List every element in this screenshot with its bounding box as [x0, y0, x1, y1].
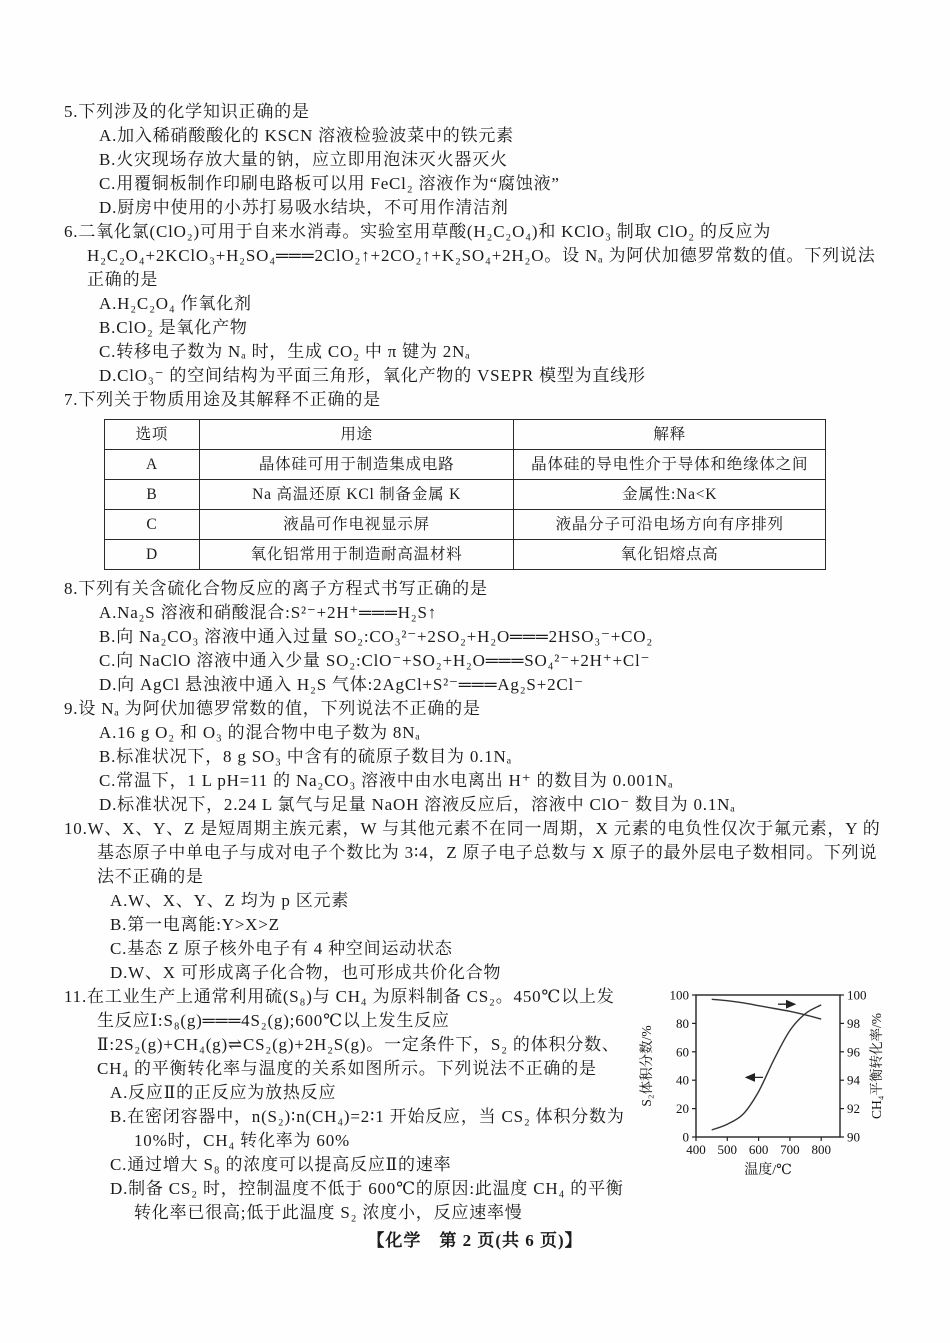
svg-text:20: 20 [676, 1101, 689, 1117]
question-11-option-a: A.反应Ⅱ的正反应为放热反应 [110, 1083, 337, 1102]
question-10-option-d: D.W、X 可形成离子化合物，也可形成共价化合物 [110, 963, 502, 982]
question-8-option-d: D.向 AgCl 悬浊液中通入 H₂S 气体:2AgCl+S²⁻═══Ag₂S+2Cl⁻ [99, 675, 584, 694]
table-cell: C [105, 510, 200, 540]
question-11 [64, 985, 890, 1225]
table-header-option: 选项 [105, 420, 200, 450]
svg-text:温度/℃: 温度/℃ [744, 1163, 792, 1178]
svg-text:400: 400 [686, 1142, 706, 1157]
table-cell: 氧化铝熔点高 [514, 540, 826, 570]
svg-text:600: 600 [748, 1142, 769, 1157]
table-header-row [105, 420, 826, 450]
question-10-option-a: A.W、X、Y、Z 均为 p 区元素 [110, 891, 350, 910]
table-cell: 氧化铝常用于制造耐高温材料 [199, 540, 514, 570]
s2-ch4-temperature-chart [638, 985, 890, 1187]
question-11-stem: 11.在工业生产上通常利用硫(S₈)与 CH₄ 为原料制备 CS₂。450℃以上发生反应Ⅰ:S₈(g)═══4S₂(g);600℃以上发生反应Ⅱ:2S₂(g)+CH₄(g)⇌CS₂(g)+2H₂S(g)。一定条件下，S₂ 的体积分数、CH₄ 的平衡转化率与温度的关系如图所示。下列说法不正确的是 [64, 987, 620, 1078]
table-row [105, 450, 826, 480]
question-7-stem: 7.下列关于物质用途及其解释不正确的是 [64, 390, 381, 409]
question-5-option-a: A.加入稀硝酸酸化的 KSCN 溶液检验波菜中的铁元素 [99, 126, 514, 145]
svg-text:100: 100 [847, 987, 867, 1003]
question-11-option-c: C.通过增大 S₈ 的浓度可以提高反应Ⅱ的速率 [110, 1155, 452, 1174]
svg-text:96: 96 [847, 1044, 860, 1060]
svg-text:80: 80 [676, 1015, 689, 1031]
svg-text:CH₄平衡转化率/%: CH₄平衡转化率/% [869, 1013, 884, 1119]
question-9 [64, 697, 890, 817]
question-9-option-b: B.标准状况下，8 g SO₃ 中含有的硫原子数目为 0.1Nₐ [99, 747, 513, 766]
svg-text:100: 100 [669, 987, 689, 1003]
chart-canvas [638, 985, 890, 1187]
svg-text:800: 800 [811, 1142, 831, 1157]
svg-text:90: 90 [847, 1129, 860, 1145]
svg-text:500: 500 [717, 1142, 738, 1157]
table-cell: B [105, 480, 200, 510]
svg-text:40: 40 [676, 1072, 689, 1088]
question-5-stem: 5.下列涉及的化学知识正确的是 [64, 102, 310, 121]
table-cell: 液晶可作电视显示屏 [199, 510, 514, 540]
table-cell: 晶体硅可用于制造集成电路 [199, 450, 514, 480]
question-11-option-b: B.在密闭容器中，n(S₂)∶n(CH₄)=2∶1 开始反应，当 CS₂ 体积分数为 10%时，CH₄ 转化率为 60% [110, 1107, 625, 1150]
question-5-option-d: D.厨房中使用的小苏打易吸水结块，不可用作清洁剂 [99, 198, 509, 217]
table-header-usage: 用途 [199, 420, 514, 450]
question-10 [64, 817, 890, 985]
table-cell: 晶体硅的导电性介于导体和绝缘体之间 [514, 450, 826, 480]
svg-text:98: 98 [847, 1015, 860, 1031]
question-5-option-c: C.用覆铜板制作印刷电路板可以用 FeCl₂ 溶液作为“腐蚀液” [99, 174, 560, 193]
question-10-option-b: B.第一电离能:Y>X>Z [110, 915, 280, 934]
question-8-stem: 8.下列有关含硫化合物反应的离子方程式书写正确的是 [64, 579, 488, 598]
table-header-explanation: 解释 [514, 420, 826, 450]
table-row [105, 540, 826, 570]
table-cell: 金属性:Na<K [514, 480, 826, 510]
table-row [105, 480, 826, 510]
question-5 [64, 100, 890, 220]
q7-usage-table [104, 419, 826, 570]
question-7 [64, 388, 890, 570]
question-8 [64, 577, 890, 697]
question-8-option-c: C.向 NaClO 溶液中通入少量 SO₂:ClO⁻+SO₂+H₂O═══SO₄²⁻+2H⁺+Cl⁻ [99, 651, 651, 670]
table-cell: Na 高温还原 KCl 制备金属 K [199, 480, 514, 510]
question-10-option-c: C.基态 Z 原子核外电子有 4 种空间运动状态 [110, 939, 453, 958]
page-footer: 【化学 第 2 页(共 6 页)】 [367, 1231, 583, 1250]
question-8-option-b: B.向 Na₂CO₃ 溶液中通入过量 SO₂:CO₃²⁻+2SO₂+H₂O═══2HSO₃⁻+CO₂ [99, 627, 654, 646]
question-6 [64, 220, 890, 388]
svg-text:94: 94 [847, 1072, 860, 1088]
question-6-option-b: B.ClO₂ 是氧化产物 [99, 318, 248, 337]
question-9-option-a: A.16 g O₂ 和 O₃ 的混合物中电子数为 8Nₐ [99, 723, 421, 742]
question-5-option-b: B.火灾现场存放大量的钠，应立即用泡沫灭火器灭火 [99, 150, 508, 169]
question-6-stem: 6.二氧化氯(ClO₂)可用于自来水消毒。实验室用草酸(H₂C₂O₄)和 KClO₃ 制取 ClO₂ 的反应为 H₂C₂O₄+2KClO₃+H₂SO₄═══2ClO₂↑+2CO₂↑+K₂SO₄+2H₂O。设 Nₐ 为阿伏加德罗常数的值。下列说法正确的是 [64, 222, 876, 289]
svg-text:S₂体积分数/%: S₂体积分数/% [639, 1025, 654, 1107]
question-10-stem: 10.W、X、Y、Z 是短周期主族元素，W 与其他元素不在同一周期，X 元素的电负性仅次于氟元素，Y 的基态原子中单电子与成对电子个数比为 3∶4，Z 原子电子总数与 X 原子的最外层电子数相同。下列说法不正确的是 [64, 819, 881, 886]
question-9-option-c: C.常温下，1 L pH=11 的 Na₂CO₃ 溶液中由水电离出 H⁺ 的数目为 0.001Nₐ [99, 771, 674, 790]
table-cell: A [105, 450, 200, 480]
question-9-stem: 9.设 Nₐ 为阿伏加德罗常数的值，下列说法不正确的是 [64, 699, 481, 718]
table-cell: D [105, 540, 200, 570]
table-cell: 液晶分子可沿电场方向有序排列 [514, 510, 826, 540]
svg-text:60: 60 [676, 1044, 689, 1060]
question-6-option-d: D.ClO₃⁻ 的空间结构为平面三角形，氧化产物的 VSEPR 模型为直线形 [99, 366, 646, 385]
question-9-option-d: D.标准状况下，2.24 L 氯气与足量 NaOH 溶液反应后，溶液中 ClO⁻ 数目为 0.1Nₐ [99, 795, 736, 814]
svg-text:92: 92 [847, 1101, 860, 1117]
table-row [105, 510, 826, 540]
question-6-option-a: A.H₂C₂O₄ 作氧化剂 [99, 294, 252, 313]
question-11-option-d: D.制备 CS₂ 时，控制温度不低于 600℃的原因:此温度 CH₄ 的平衡转化率已很高;低于此温度 S₂ 浓度小，反应速率慢 [110, 1179, 624, 1222]
question-6-option-c: C.转移电子数为 Nₐ 时，生成 CO₂ 中 π 键为 2Nₐ [99, 342, 471, 361]
svg-text:0: 0 [682, 1129, 689, 1145]
svg-text:700: 700 [780, 1142, 800, 1157]
question-8-option-a: A.Na₂S 溶液和硝酸混合:S²⁻+2H⁺═══H₂S↑ [99, 603, 438, 622]
